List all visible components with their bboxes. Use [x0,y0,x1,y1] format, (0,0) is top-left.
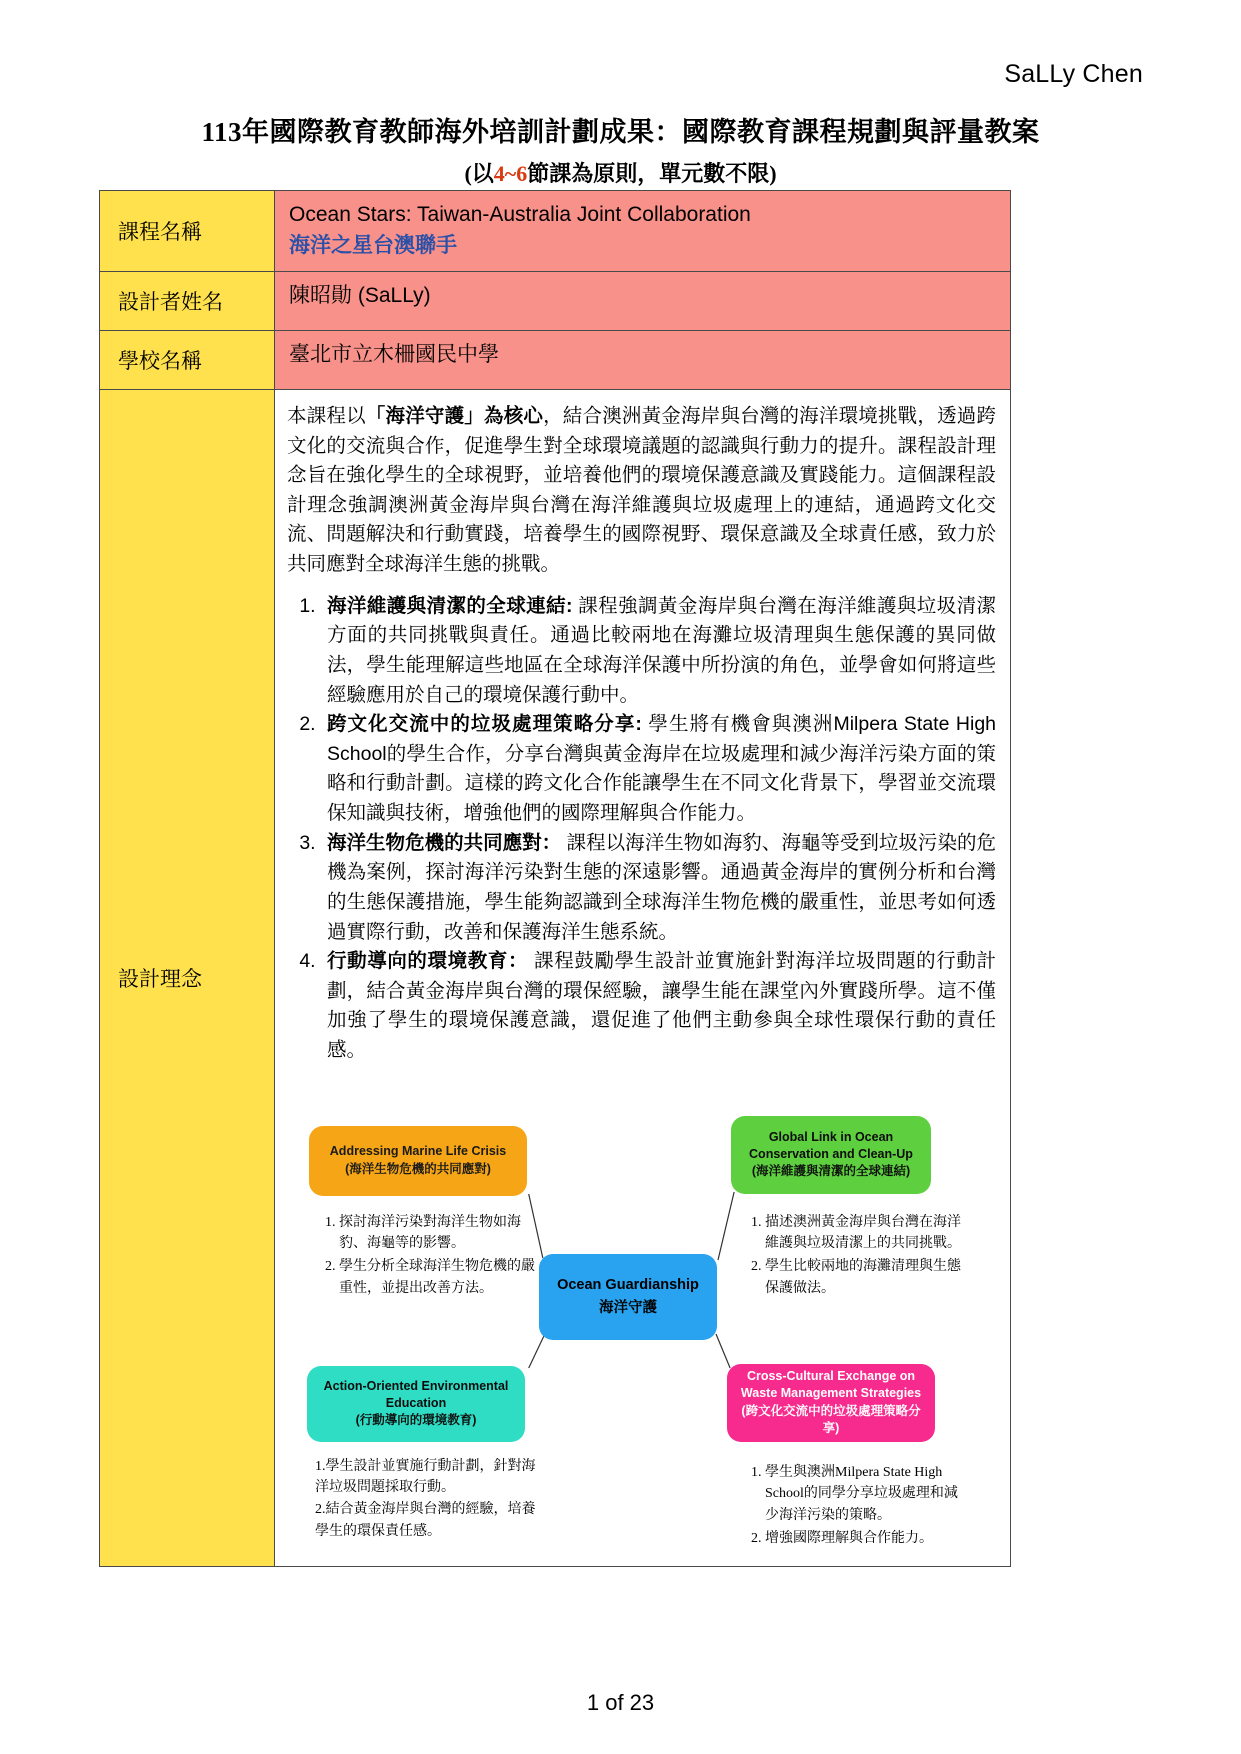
row-value-course-name [275,191,1011,272]
concept-intro-paragraph: 本課程以「海洋守護」為核心，結合澳洲黃金海岸與台灣的海洋環境挑戰，透過跨文化的交流與合作，促進學生對全球環境議題的認識與行動力的提升。課程設計理念旨在強化學生的全球視野，並培養他們的環境保護意識及實踐能力。這個課程設計理念強調澳洲黃金海岸與台灣在海洋維護與垃圾處理上的連結，通過跨文化交流、問題解決和行動實踐，培養學生的國際視野、環保意識及全球責任感，致力於共同應對全球海洋生態的挑戰。 [287,404,996,576]
subtitle-suffix: 節課為原則，單元數不限) [527,161,777,186]
row-label-design-concept: 設計理念 [100,389,275,1566]
design-concept-content [275,389,1011,1566]
table-row-course-name [100,191,1011,272]
diagram-bullets-cross-cultural [743,1462,967,1551]
concept-item-text: 課程以海洋生物如海豹、海龜等受到垃圾污染的危機為案例，探討海洋污染對生態的深遠影響。通過黃金海岸的實例分析和台灣的生態保護措施，學生能夠認識到全球海洋生物危機的嚴重性，並思考如何透過實際行動，改善和保護海洋生態系統。 [327,831,996,943]
subtitle-highlight: 4~6 [493,161,528,186]
center-label-cn: 海洋守護 [599,1299,657,1316]
concept-item-text: 課程強調黃金海岸與台灣在海洋維護與垃圾清潔方面的共同挑戰與責任。通過比較兩地在海灘垃圾清理與生態保護的異同做法，學生能理解這些地區在全球海洋保護中所扮演的角色，並學會如何將這些經驗應用於自己的環境保護行動中。 [327,594,996,706]
row-value-school-name: 臺北市立木柵國民中學 [275,330,1011,389]
concept-item-title: 海洋生物危機的共同應對： [327,831,562,854]
center-label-en: Ocean Guardianship [557,1277,699,1294]
table-row-designer-name [100,271,1011,330]
document-title: 113年國際教育教師海外培訓計劃成果：國際教育課程規劃與評量教案 [201,117,1040,147]
node-label-en: Cross-Cultural Exchange on Waste Management Strategies [740,1369,922,1401]
concept-list-item [321,592,996,711]
bullet-list [317,1212,535,1300]
bullet-item: 2. 學生分析全球海洋生物危機的嚴重性，並提出改善方法。 [339,1256,535,1299]
bullet-item: 2. 增強國際理解與合作能力。 [765,1528,967,1550]
row-value-designer-name: 陳昭勛 (SaLLy) [275,271,1011,330]
bullet-list [743,1212,963,1300]
row-label-course-name: 課程名稱 [100,191,275,272]
node-label-en: Action-Oriented Environmental Education [323,1378,509,1411]
node-label-cn: (行動導向的環境教育) [355,1413,477,1428]
concept-list-item [321,947,996,1066]
bullet-item: 1.學生設計並實施行動計劃，針對海洋垃圾問題採取行動。 [315,1458,536,1496]
concept-text-block [275,390,1010,1076]
table-row-school-name [100,330,1011,389]
row-label-designer-name: 設計者姓名 [100,271,275,330]
author-name: SaLLy Chen [1004,60,1143,88]
diagram-node-global-link-ocean-conservation [731,1116,931,1194]
concept-item-text: 課程鼓勵學生設計並實施針對海洋垃圾問題的行動計劃，結合黃金海岸與台灣的環保經驗，讓學生能在課堂內外實踐所學。這不僅加強了學生的環境保護意識，還促進了他們主動參與全球性環保行動的責任感。 [327,950,996,1062]
node-label-en: Addressing Marine Life Crisis [329,1144,507,1159]
concept-item-title: 跨文化交流中的垃圾處理策略分享: [327,713,642,736]
concept-intro-emphasis: 「海洋守護」為核心 [365,404,544,427]
ocean-guardianship-mindmap [275,1076,1010,1566]
course-name-en: Ocean Stars: Taiwan-Australia Joint Collaboration [289,203,751,226]
table-row-design-concept [100,389,1011,1566]
page-number: 1 of 23 [586,1690,655,1715]
row-label-school-name: 學校名稱 [100,330,275,389]
node-label-cn: (海洋生物危機的共同應對) [345,1161,491,1176]
bullet-item: 1. 學生與澳洲Milpera State High School的同學分享垃圾處理和減少海洋污染的策略。 [765,1462,967,1527]
bullet-list [743,1462,967,1550]
diagram-bullets-marine-life-crisis [317,1212,535,1301]
diagram-node-cross-cultural-exchange [727,1364,935,1442]
node-label-cn: (海洋維護與清潔的全球連結) [751,1164,911,1179]
node-label-en: Global Link in Ocean Conservation and Clean-Up [749,1129,913,1162]
bullet-item: 2.結合黃金海岸與台灣的經驗，培養學生的環保責任感。 [315,1502,536,1539]
concept-numbered-list [287,592,996,1066]
diagram-node-action-oriented-education [307,1366,525,1442]
diagram-bullets-action-oriented [315,1456,537,1543]
concept-diagram-container [275,1076,1010,1566]
bullet-item: 2. 學生比較兩地的海灘清理與生態保護做法。 [765,1256,963,1299]
concept-list-item [321,829,996,948]
concept-item-text: 學生將有機會與澳洲Milpera State High School的學生合作，分享台灣與黃金海岸在垃圾處理和減少海洋污染方面的策略和行動計劃。這樣的跨文化合作能讓學生在不同文化背景下，學習並交流環保知識與技術，增強他們的國際理解與合作能力。 [327,713,997,825]
diagram-bullets-global-link [743,1212,963,1301]
bullet-item: 1. 描述澳洲黃金海岸與台灣在海洋維護與垃圾清潔上的共同挑戰。 [765,1212,963,1255]
course-name-cn: 海洋之星台澳聯手 [289,233,457,257]
concept-item-title: 海洋維護與清潔的全球連結: [327,594,573,617]
lesson-plan-table [99,190,1011,1567]
bullet-item: 1. 探討海洋污染對海洋生物如海豹、海龜等的影響。 [339,1212,535,1255]
node-label-cn: (跨文化交流中的垃圾處理策略分享) [741,1403,921,1435]
subtitle-prefix: (以 [464,161,494,186]
concept-list-item [321,710,996,829]
diagram-node-marine-life-crisis [309,1126,527,1196]
document-subtitle [0,157,1241,188]
concept-item-title: 行動導向的環境教育： [327,950,529,973]
diagram-node-center-ocean-guardianship [539,1254,717,1340]
